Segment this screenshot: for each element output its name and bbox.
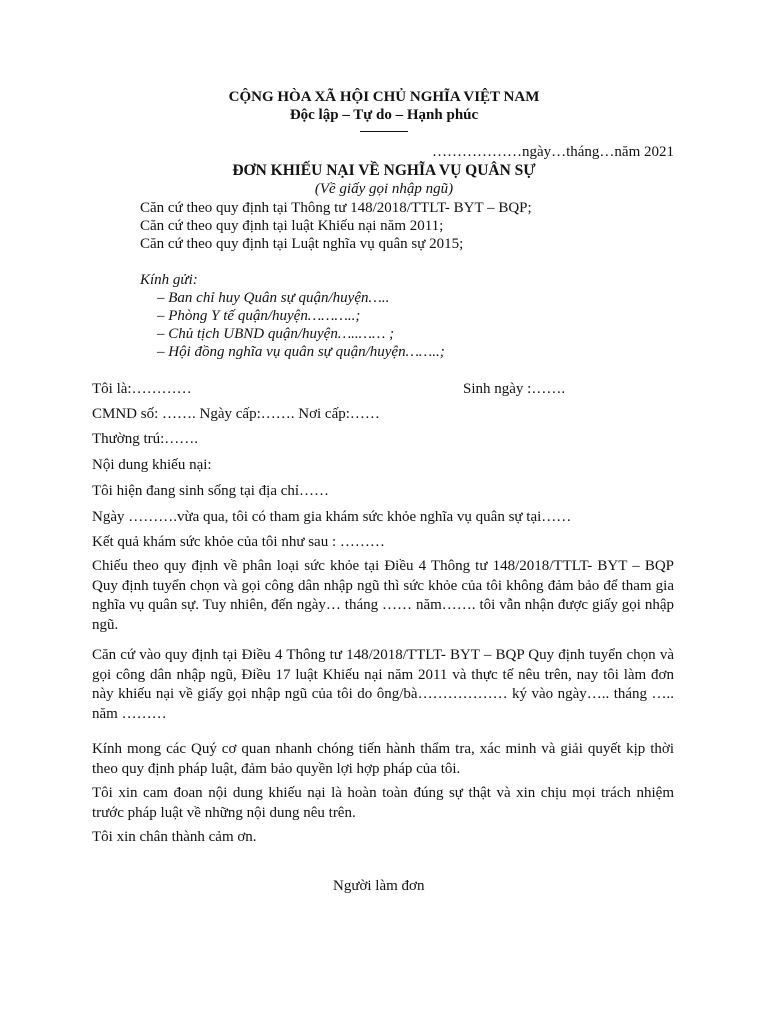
- recipient-3: – Chủ tịch UBND quận/huyện…..…… ;: [157, 326, 395, 342]
- field-id: CMND số: ……. Ngày cấp:……. Nơi cấp:……: [92, 406, 380, 422]
- nation-heading: CỘNG HÒA XÃ HỘI CHỦ NGHĨA VIỆT NAM: [228, 89, 540, 105]
- paragraph-request: Kính mong các Quý cơ quan nhanh chóng tiến hành thẩm tra, xác minh và giải quyết kịp thời theo quy định pháp luật, đảm bảo quyền lợi hợp pháp của tôi.: [92, 741, 674, 777]
- thanks-line: Tôi xin chân thành cảm ơn.: [92, 829, 257, 845]
- field-content-label: Nội dung khiếu nại:: [92, 457, 212, 473]
- legal-basis-2: Căn cứ theo quy định tại luật Khiếu nại năm 2011;: [140, 218, 444, 234]
- legal-basis-3: Căn cứ theo quy định tại Luật nghĩa vụ quân sự 2015;: [140, 236, 464, 252]
- field-residence: Thường trú:…….: [92, 431, 199, 447]
- paragraph-commitment: Tôi xin cam đoan nội dung khiếu nại là hoàn toàn đúng sự thật và xin chịu mọi trách nhiệm trước pháp luật về những nội dung nêu trên.: [92, 785, 674, 821]
- field-exam: Ngày ……….vừa qua, tôi có tham gia khám sức khỏe nghĩa vụ quân sự tại……: [92, 509, 572, 525]
- field-address: Tôi hiện đang sinh sống tại địa chỉ……: [92, 483, 330, 499]
- recipient-1: – Ban chỉ huy Quân sự quận/huyện…..: [157, 290, 390, 306]
- document-title: ĐƠN KHIẾU NẠI VỀ NGHĨA VỤ QUÂN SỰ: [232, 162, 536, 179]
- motto-heading: Độc lập – Tự do – Hạnh phúc: [289, 107, 479, 123]
- field-birth: Sinh ngày :…….: [463, 381, 566, 397]
- legal-basis-1: Căn cứ theo quy định tại Thông tư 148/2018/TTLT- BYT – BQP;: [140, 200, 532, 216]
- paragraph-health-classification: Chiếu theo quy định về phân loại sức khỏe tại Điều 4 Thông tư 148/2018/TTLT- BYT – BQP Quy định tuyển chọn và gọi công dân nhập ngũ thì sức khỏe của tôi không đảm bảo để tham gia nghĩa vụ quân sự. Tuy nhiên, đến ngày… tháng …… năm……. tôi vẫn nhận được giấy gọi nhập ngũ.: [92, 558, 674, 633]
- signature-label: Người làm đơn: [333, 878, 425, 894]
- date-line: ………………ngày…tháng…năm 2021: [431, 144, 674, 160]
- paragraph-complaint-basis: Căn cứ vào quy định tại Điều 4 Thông tư 148/2018/TTLT- BYT – BQP Quy định tuyển chọn và gọi công dân nhập ngũ, Điều 17 luật Khiếu nại năm 2011 và thực tế nêu trên, nay tôi làm đơn này khiếu nại về giấy gọi nhập ngũ của tôi do ông/bà……………… ký vào ngày….. tháng ….. năm ………: [92, 647, 674, 722]
- field-name: Tôi là:…………: [92, 381, 192, 397]
- recipients-label: Kính gửi:: [140, 272, 198, 288]
- heading-underline: [360, 131, 408, 132]
- field-result: Kết quả khám sức khỏe của tôi như sau : ………: [92, 534, 385, 550]
- document-subtitle: (Về giấy gọi nhập ngũ): [314, 181, 454, 197]
- recipient-2: – Phòng Y tế quận/huyện………..;: [157, 308, 361, 324]
- recipient-4: – Hội đồng nghĩa vụ quân sự quận/huyện……..;: [157, 344, 445, 360]
